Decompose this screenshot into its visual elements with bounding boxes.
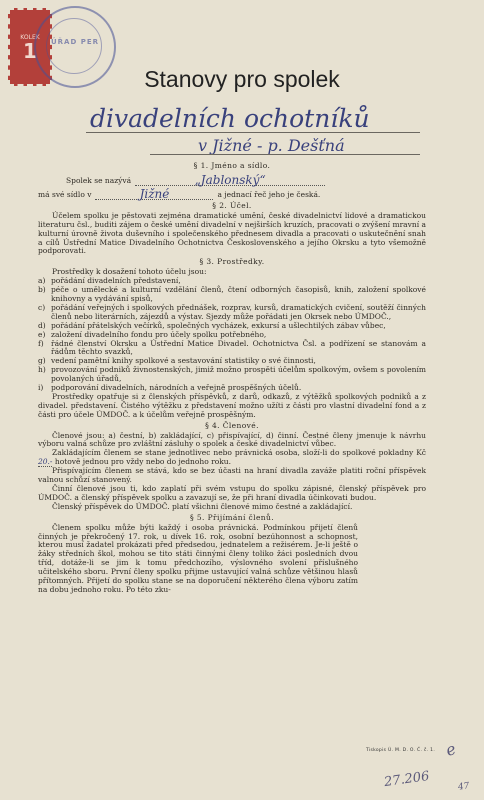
section-1-heading: § 1. Jméno a sídlo. — [193, 161, 271, 170]
founding-fee-value: 20.- — [38, 457, 53, 467]
stamp-caption: KOLEK — [20, 33, 40, 41]
seat-row — [38, 186, 426, 200]
statute-text — [38, 160, 426, 595]
section-4-active-members: Činní členové jsou ti, kdo zaplatí při svém vstupu do spolku zápisné, členský příspěvek pro ÚMDOČ. a členský příspěvek spolku a zavazují se, že při hraní divadla účinkovati budou. — [38, 484, 426, 502]
section-4-fee: Členský příspěvek do ÚMDOČ. platí všichni členové mimo čestné a zakládající. — [52, 501, 353, 511]
club-name-label: Spolek se nazývá — [66, 176, 132, 185]
handwritten-location: v Jižné - p. Dešťná — [198, 136, 345, 155]
handwritten-club-name: divadelních ochotníků — [90, 104, 370, 133]
seat-label: má své sídlo v — [38, 190, 92, 199]
section-2-text: Účelem spolku je pěstovati zejména dramatické umění, české divadelnictví lidové a dramatickou literaturu čsl., buditi zájem o české umění divadelní v nejširších kruzích, pracovati o zvýšení mravní a kulturní úrovně života duševního i společenského přednesem divadla a pracovati o uskutečnění snah a cílů Ústřední Matice Divadelního Ochotnictva Československého a jejího Okrsku a tyto všemožně podporovati. — [38, 210, 426, 256]
seat-suffix: a jednací řeč jeho je česká. — [217, 190, 321, 199]
club-name-field — [135, 173, 325, 186]
list-item: b) péče o umělecké a kulturní vzdělání členů, čtení odborných časopisů, knih, založení spolkové knihovny a vydávání spisů, — [38, 285, 426, 303]
document-title: Stanovy pro spolek — [144, 66, 340, 92]
section-4-heading: § 4. Členové. — [205, 420, 259, 430]
printer-mark: Tiskopis Ú. M. D. O. Č. č. 1. — [366, 748, 436, 753]
section-2-heading: § 2. Účel. — [212, 200, 252, 210]
name-underline-2 — [150, 154, 420, 155]
section-4-founding-members: Zakládajícím členem se stane jednotlivec nebo právnická osoba, složí-li do spolkové pokladny Kč 20.- hotově jednou pro vždy nebo do jednoho roku. — [38, 448, 426, 467]
section-5-text: Členem spolku může býti každý i osoba právnická. Podmínkou přijetí členů činných je překročený 17. rok, u dívek 16. rok, osobní bezúhonnost a schopnost, kterou musí žadatel prokázati před předsedou, jednatelem a režisérem. Je-li ještě o žáky středních škol, mohou se tito státi činnými členy toliko žáci posledních dvou tříd, dotáže-li se jim k tomu předchozího, výslovného svolení příslušného učitelského sboru. První členy spolku přijme ustavující valná schůze většinou hlasů přítomných. Přijetí do spolku stane se na doporučení některého člena výboru zatím na dobu jednoho roku. Po této zku- — [38, 522, 358, 594]
list-item: i) podporování divadelních, národních a veřejně prospěšných účelů. — [38, 383, 302, 393]
pencil-annotation: e — [443, 738, 459, 761]
section-4-members-types: Členové jsou: a) čestní, b) zakládající, c) přispívající, d) činní. Čestné členy jmenuje k návrhu výboru valná schůze pro zvláštní zásluhy o spolek a české divadelnictví vůbec. — [38, 430, 426, 449]
pencil-reference-number: 27.206 — [383, 768, 431, 791]
club-name-row — [38, 172, 426, 186]
list-item: h) provozování podniků živnostenských, jimiž možno prospěti účelům spolkovým, ovšem s povolením povolaných úřadů, — [38, 365, 426, 384]
seat-field — [95, 187, 213, 200]
pencil-page-number: 47 — [457, 781, 471, 793]
club-name-value: „Jablonský“ — [194, 173, 266, 187]
list-item: c) pořádání veřejných i spolkových přednášek, rozprav, kursů, dramatických cvičení, soutěží činných členů nebo literárních, zájezdů a výstav. Sjezdy může pořádati jen Okrsek nebo ÚMDOČ., — [38, 302, 426, 321]
section-3-intro: Prostředky k dosažení tohoto účelu jsou: — [52, 267, 207, 277]
section-5-heading: § 5. Přijímání členů. — [189, 512, 275, 522]
list-item: g) vedení pamětní knihy spolkové a sestavování statistiky o své činnosti, — [38, 356, 316, 366]
seal-text: ÚŘAD PER — [50, 38, 100, 46]
stamp-value: 1 — [23, 38, 37, 63]
list-item: e) založení divadelního fondu pro účely spolku potřebného, — [38, 329, 267, 339]
seat-value: Jižné — [139, 187, 170, 201]
list-item: d) pořádání přátelských večírků, společných vycházek, exkursí a ušlechtilých zábav vůbec, — [38, 320, 386, 330]
section-3-closing: Prostředky opatřuje si z členských příspěvků, z darů, odkazů, z výtěžků spolkových podniků a z divadel. představení. Čistého výtěžku z představení možno užíti z části pro vlastní divadelní fond a z části pro účele ÚMDOČ. a k účelům veřejně prospěšným. — [38, 391, 426, 419]
list-item: a) pořádání divadelních představení, — [38, 276, 181, 286]
list-item: f) řádné členství Okrsku a Ústřední Matice Divadel. Ochotnictva Čsl. a podřízení se stanovám a řádům těchto svazků, — [38, 338, 426, 357]
section-3-heading: § 3. Prostředky. — [199, 257, 265, 267]
name-underline-1 — [86, 132, 420, 133]
section-4-contributing-members: Přispívajícím členem se stává, kdo se bez účasti na hraní divadla zaváže platiti roční příspěvek valnou schůzí stanovený. — [38, 466, 426, 485]
